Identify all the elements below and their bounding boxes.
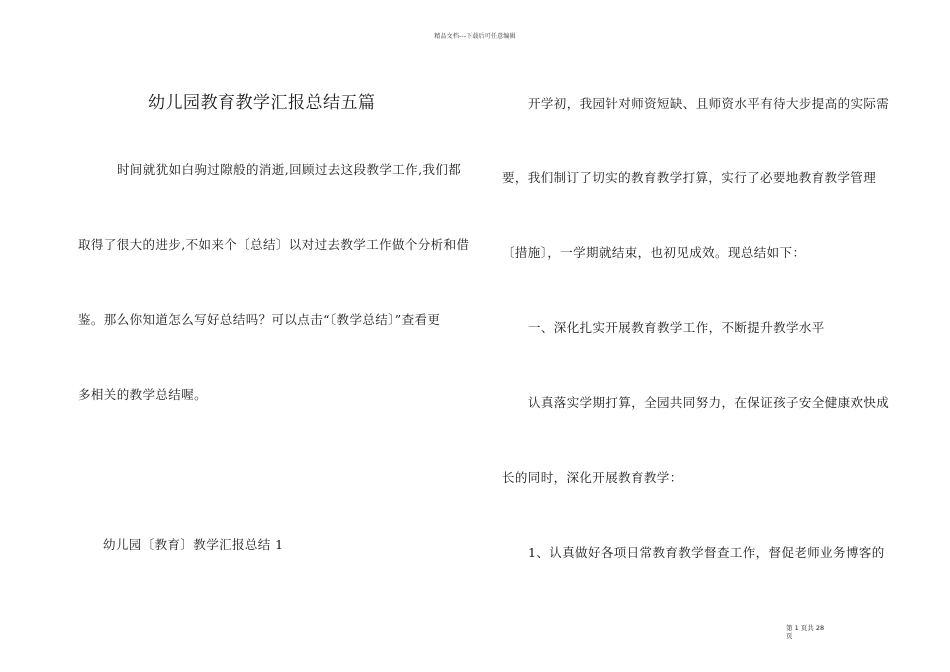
paragraph-line: 长的同时，深化开展教育教学： — [502, 470, 683, 485]
page-header-watermark: 精品文档---下载后可任意编辑 — [434, 33, 516, 40]
paragraph-line: 开学初，我园针对师资短缺、且师资水平有待大步提高的实际需 — [528, 96, 890, 111]
paragraph-line: 取得了很大的进步,不如来个〔总结〕以对过去教学工作做个分析和借 — [78, 237, 470, 252]
paragraph-line: 〔措施〕，一学期就结束，也初见成效。现总结如下： — [502, 245, 806, 260]
section-heading: 幼儿园〔教育〕教学汇报总结 1 — [103, 537, 284, 552]
paragraph-line: 1、认真做好各项日常教育教学督查工作，督促老师业务博客的 — [528, 545, 885, 560]
paragraph-line: 要，我们制订了切实的教育教学打算，实行了必要地教育教学管理 — [502, 170, 877, 185]
page-number: 第 1 页共 28 页 — [786, 624, 825, 640]
section-heading: 一、深化扎实开展教育教学工作，不断提升教学水平 — [528, 320, 825, 335]
paragraph-line: 鉴。那么你知道怎么写好总结吗？可以点击“〔教学总结〕”查看更 — [78, 312, 441, 327]
paragraph-line: 认真落实学期打算，全园共同努力，在保证孩子安全健康欢快成 — [528, 395, 890, 410]
paragraph-line: 时间就犹如白驹过隙般的消逝,回顾过去这段教学工作,我们都 — [117, 162, 462, 177]
document-title: 幼儿园教育教学汇报总结五篇 — [148, 93, 376, 113]
paragraph-line: 多相关的教学总结喔。 — [78, 387, 208, 402]
